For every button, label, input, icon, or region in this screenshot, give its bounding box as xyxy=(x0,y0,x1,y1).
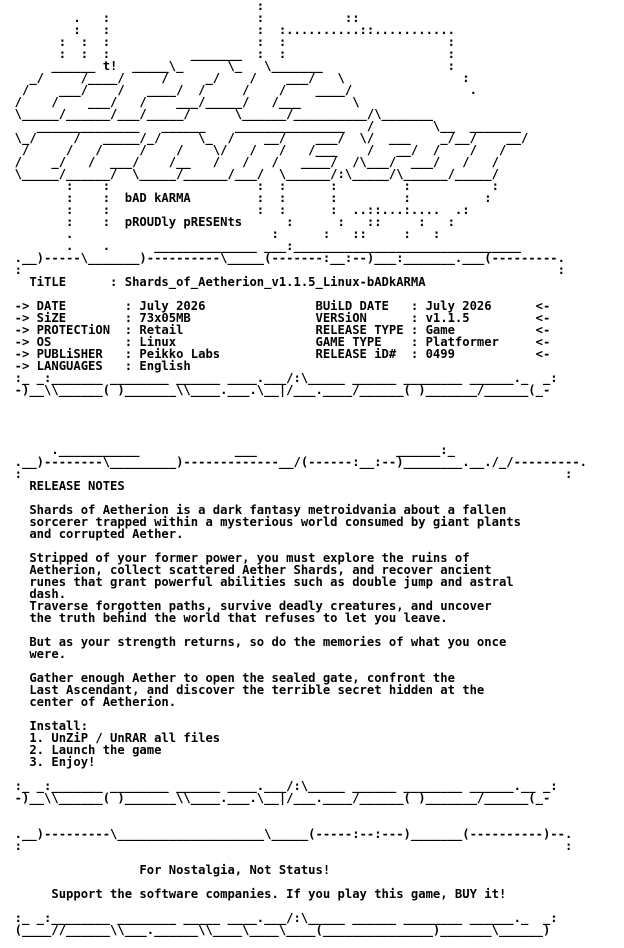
nfo-line: Shards of Aetherion is a dark fantasy metroidvania about a fallen xyxy=(0,503,507,517)
nfo-line: : : xyxy=(0,839,573,853)
nfo-line: Gather enough Aether to open the sealed gate, confront the xyxy=(0,671,455,685)
nfo-line: / / ___/ / ___/_____/ /___ \ xyxy=(0,95,492,109)
nfo-line: were. xyxy=(0,647,67,661)
nfo-line: Support the software companies. If you play this game, BUY it! xyxy=(0,887,507,901)
nfo-line: Stripped of your former power, you must explore the ruins of xyxy=(0,551,470,565)
nfo-line: / _/ / ___/ /__ / / / ____/ /\___/ ___/ / / xyxy=(0,155,521,169)
nfo-line: Traverse forgotten paths, survive deadly creatures, and uncover xyxy=(0,599,492,613)
nfo-line: dash. xyxy=(0,587,67,601)
nfo-line: / / / / / \/ / / /___ / __/ / / / xyxy=(0,143,521,157)
nfo-line: RELEASE NOTES xyxy=(0,479,125,493)
nfo-line: : : pROUDly pRESENts : : :: : : xyxy=(0,215,455,229)
nfo-line: \_/ / _____/_/ \_ / __/ ___/ \/ ___ _/__/ __/ xyxy=(0,131,529,145)
nfo-line: : : : _______ : : : xyxy=(0,47,455,61)
nfo-line: (____//______\\___.______\\____\____\____(_______________)_______\______) xyxy=(0,923,551,937)
nfo-line: .__)--------\_________)-------------__/(------:__:--)________.__./_/---------. xyxy=(0,455,587,469)
nfo-line: the truth behind the world that refuses to let you leave. xyxy=(0,611,448,625)
nfo-line: 3. Enjoy! xyxy=(0,755,96,769)
nfo-line: runes that grant powerful abilities such as double jump and astral xyxy=(0,575,514,589)
nfo-line: -> DATE : July 2026 BUiLD DATE : July 2026 <- xyxy=(0,299,551,313)
nfo-line: -)__\\______( )_______\\____.___.\__|/___.____/______( )_______/______(_- xyxy=(0,791,551,805)
nfo-line: For Nostalgia, Not Status! xyxy=(0,863,331,877)
nfo-line: center of Aetherion. xyxy=(0,695,177,709)
nfo-line: Last Ascendant, and discover the terrible secret hidden at the xyxy=(0,683,485,697)
nfo-line: -> LANGUAGES : English xyxy=(0,359,191,373)
nfo-line: -> OS : Linux GAME TYPE : Platformer <- xyxy=(0,335,551,349)
nfo-line: / ___/ / ____/ / / / ____/ . xyxy=(0,83,477,97)
nfo-line: : : bAD kARMA : : : : : xyxy=(0,191,492,205)
nfo-line: : : : : : : : xyxy=(0,179,499,193)
nfo-line: : : : : : ..::...:.... .: xyxy=(0,203,470,217)
nfo-line: .___________ ___ ______:_ xyxy=(0,443,455,457)
nfo-line: -> SiZE : 73x05MB VERSiON : v1.1.5 <- xyxy=(0,311,551,325)
nfo-line: :_ _:_______ ________ ______ ____.___/:\_____ ______ ________ ______._ _: xyxy=(0,371,558,385)
nfo-line: : : : :..........::........... xyxy=(0,23,455,37)
nfo-line: -> PROTECTiON : Retail RELEASE TYPE : Game <- xyxy=(0,323,551,337)
nfo-line: 1. UnZiP / UnRAR all files xyxy=(0,731,221,745)
nfo-line: . . ______________ ___:_______________________________ xyxy=(0,239,521,253)
nfo-line: sorcerer trapped within a mysterious world consumed by giant plants xyxy=(0,515,521,529)
nfo-line: \_____/______/___/_____/ \______/__________/\_______ xyxy=(0,107,477,121)
nfo-line: : : xyxy=(0,467,573,481)
nfo-line: :_ _:________ ________ _____ ____.___/:\_____ ______ ________ ______._ _: xyxy=(0,911,558,925)
nfo-line: Aetherion, collect scattered Aether Shards, and recover ancient xyxy=(0,563,492,577)
nfo-line: But as your strength returns, so do the memories of what you once xyxy=(0,635,507,649)
nfo-line: . : : :: : : xyxy=(0,227,441,241)
nfo-line: TiTLE : Shards_of_Aetherion_v1.1.5_Linux-bADkARMA xyxy=(0,275,426,289)
nfo-line: . : : :: xyxy=(0,11,360,25)
nfo-line: ______________ ______ _______________ / \__ _______ xyxy=(0,119,521,133)
nfo-line: \_____/______/ \_____/______/___/ \______/:\_____/\______/_____/ xyxy=(0,167,521,181)
nfo-line: .__)-----\_______)----------\_____(-------:__:--)___:_______.___(---------. xyxy=(0,251,565,265)
nfo-line: ______ t! _____\_ \_ \_______ : xyxy=(0,59,455,73)
nfo-line: .__)---------\____________________\_____(-----:--:---)_______(----------)--. xyxy=(0,827,573,841)
nfo-line: : : : : : : xyxy=(0,35,455,49)
nfo-line: Install: xyxy=(0,719,89,733)
nfo-line: :_ _:_______ ________ ______ ____.___/:\_____ ______ ________ ______.__ _: xyxy=(0,779,558,793)
nfo-line: : : xyxy=(0,263,565,277)
nfo-line: : xyxy=(0,0,265,13)
nfo-line: and corrupted Aether. xyxy=(0,527,184,541)
nfo-line: _/ /____/ / _/ / ___/ \ : xyxy=(0,71,470,85)
nfo-line: -> PUBLiSHER : Peikko Labs RELEASE iD# : 0499 <- xyxy=(0,347,551,361)
nfo-line: -)__\\______( )_______\\____.___.\__|/___.____/______( )_______/______(_- xyxy=(0,383,551,397)
nfo-line: 2. Launch the game xyxy=(0,743,162,757)
